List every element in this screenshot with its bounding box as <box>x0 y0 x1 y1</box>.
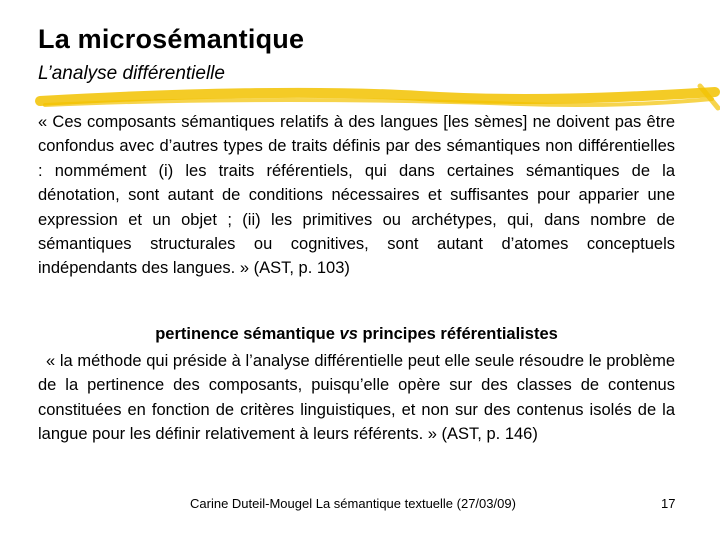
slide-subtitle: L’analyse différentielle <box>38 63 225 84</box>
quote-paragraph-2: « la méthode qui préside à l’analyse différentielle peut elle seule résoudre le problème de la pertinence des composants, puisqu’elle opère sur des classes de contenus constituées en fonction de critères linguistiques, et non sur des contenus isolés de la langue pour les définir relativement à leurs référents. » (AST, p. 146) <box>38 352 675 444</box>
section-heading <box>38 325 675 344</box>
slide-footer: Carine Duteil-Mougel La sémantique textuelle (27/03/09) <box>190 496 516 511</box>
quote-paragraph-1: « Ces composants sémantiques relatifs à des langues [les sèmes] ne doivent pas être confondus avec d’autres types de traits définis par des sémantiques non différentielles : nommément (i) les traits référentiels, qui dans certaines sémantiques de la dénotation, sont autant de conditions nécessaires et suffisantes pour apparier une expression et un objet ; (ii) les primitives ou archétypes, qui, dans nombre de sémantiques structurales ou cognitives, sont autant d’atomes conceptuels indépendants des langues. » (AST, p. 103) <box>38 113 675 278</box>
section-heading-vs: vs <box>339 325 358 343</box>
section-heading-part1: pertinence sémantique <box>155 325 340 343</box>
section-heading-part2: principes référentialistes <box>357 325 558 343</box>
slide-title: La microsémantique <box>38 24 305 54</box>
page-number: 17 <box>661 496 676 511</box>
